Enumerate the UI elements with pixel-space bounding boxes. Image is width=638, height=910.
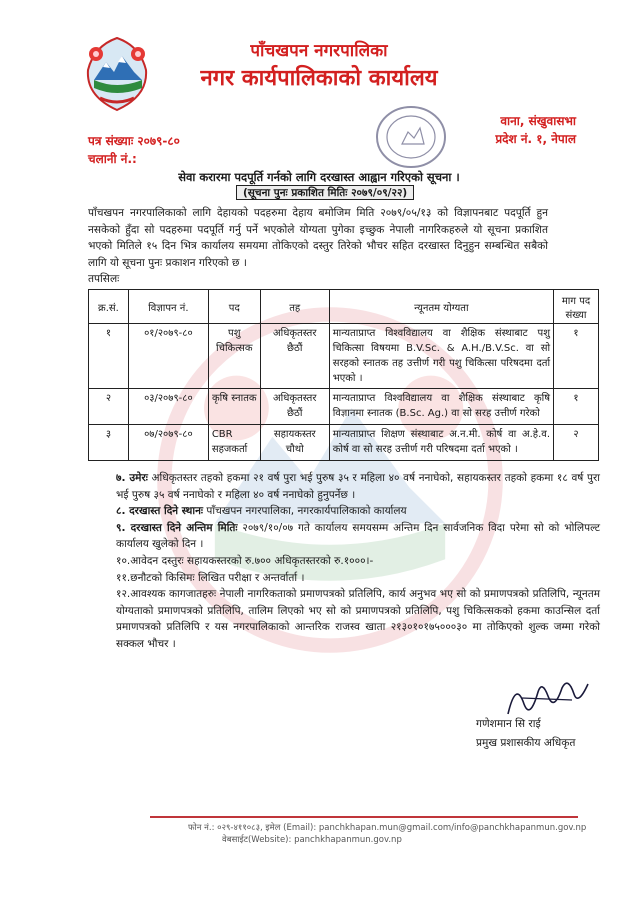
item-label: ९. दरखास्त दिने अन्तिम मितिः xyxy=(116,521,238,534)
cell-count: १ xyxy=(554,389,599,425)
address-line-1: वाना, संखुवासभा xyxy=(500,114,576,128)
table-row xyxy=(89,425,599,461)
cell-qualification: मान्यताप्राप्त विश्वविद्यालय वा शैक्षिक संस्थाबाट कृषि विज्ञानमा स्नातक (B.Sc. Ag.) वा सो सरह उत्तीर्ण गरेको xyxy=(329,389,553,425)
cell-level: अधिकृतस्तर छैठौं xyxy=(260,324,329,389)
cell-count: २ xyxy=(554,425,599,461)
item-text: अधिकृतस्तर तहको हकमा २१ वर्ष पुरा भई पुरुष ३५ र महिला ४० वर्ष ननाघेको, सहायकस्तर तहको हकमा १८ वर्ष पुरा भई पुरुष ३५ वर्ष ननाघेको र महिला ४० वर्ष ननाघेको हुनुपर्नेछ । xyxy=(116,472,600,501)
item-label: १२.आवश्यक कागजातहरुः xyxy=(116,588,217,601)
cell-ad-no: ०१/२०७९-८० xyxy=(128,324,208,389)
footer-divider xyxy=(150,816,578,818)
item-label: ११.छनौटको किसिमः xyxy=(116,571,195,584)
signatory-name: गणेशमान सि राई xyxy=(476,718,541,730)
footer-website: वेबसाईट(Website): panchkhapanmun.gov.np xyxy=(222,835,402,845)
cell-post: CBR सहजकर्ता xyxy=(208,425,260,461)
signature-icon xyxy=(502,674,592,722)
signatory-title: प्रमुख प्रशासकीय अधिकृत xyxy=(476,737,576,749)
item-label: १०.आवेदन दस्तुरः xyxy=(116,554,184,567)
letterhead xyxy=(0,0,638,166)
vacancy-table xyxy=(88,289,599,461)
item-text: लिखित परीक्षा र अन्तर्वार्ता । xyxy=(197,571,305,584)
list-item xyxy=(116,470,600,503)
cell-level: सहायकस्तर चौथो xyxy=(260,425,329,461)
cell-count: १ xyxy=(554,324,599,389)
cell-sn: २ xyxy=(89,389,129,425)
schedule-label: तपसिलः xyxy=(88,273,120,285)
org-name: पाँचखपन नगरपालिका xyxy=(250,41,388,61)
address-line-2: प्रदेश नं. १, नेपाल xyxy=(495,132,576,146)
cell-sn: १ xyxy=(89,324,129,389)
dispatch-number: चलानी नं.: xyxy=(88,152,137,166)
item-text: सहायकस्तरको रु.७०० अधिकृतस्तरको रु.१०००।- xyxy=(186,554,374,567)
item-text: पाँचखपन नगरपालिका, नगरकार्यपालिकाको कार्यालय xyxy=(206,505,407,518)
item-text: नेपाली नागरिकताको प्रमाणपत्रको प्रतिलिपि, कार्य अनुभव भए सो को प्रमाणपत्रको प्रतिलिपि, न्यूनतम योग्यताको प्रमाणपत्रको प्रतिलिपि, तालिम लिएको भए सो को प्रमाणपत्रको प्रतिलिपि, पशु चिकित्सकको हकमा काउन्सिल दर्ता प्रमाणपत्रको प्रतिलिपि र यस नगरपालिकाको आन्तरिक राजस्व खाता २१३०१०१७५०००३० मा तोकिएको शुल्क जम्मा गरेको सक्कल भौचर । xyxy=(116,588,600,650)
table-row xyxy=(89,324,599,389)
item-text: २०७९/१०/०७ गते कार्यालय समयसम्म अन्तिम दिन सार्वजनिक विदा परेमा सो को भोलिपल्ट कार्यालय खुलेको दिन । xyxy=(116,521,600,551)
cell-qualification: मान्यताप्राप्त शिक्षण संस्थाबाट अ.न.मी. कोर्ष वा अ.हे.व. कोर्ष वा सो सरह उत्तीर्ण गरी परिषदमा दर्ता भएको । xyxy=(329,425,553,461)
cell-level: अधिकृतस्तर छैठौं xyxy=(260,389,329,425)
notice-title: सेवा करारमा पदपूर्ति गर्नको लागि दरखास्त आह्वान गरिएको सूचना । xyxy=(178,170,460,184)
cell-post: पशु चिकित्सक xyxy=(208,324,260,389)
letter-number: पत्र संख्याः २०७९-८० xyxy=(88,134,180,148)
cell-ad-no: ०७/२०७९-८० xyxy=(128,425,208,461)
table-header-row xyxy=(89,290,599,324)
list-item xyxy=(116,553,600,570)
list-item xyxy=(116,503,600,520)
republished-date: (सूचना पुनः प्रकाशित मितिः २०७९/०९/२२) xyxy=(236,185,414,200)
cell-qualification: मान्यताप्राप्त विश्वविद्यालय वा शैक्षिक संस्थाबाट पशु चिकित्सा विषयमा B.V.Sc. & A.H./B.V.Sc. वा सो सरहको स्नातक तह उत्तीर्ण गरी पशु चिकित्सा परिषदमा दर्ता भएको । xyxy=(329,324,553,389)
footer-contact: फोन नं.: ०२९-४११०८३, इमेल (Email): panchkhapan.mun@gmail.com/info@panchkhapanmun.gov.np xyxy=(188,823,587,833)
col-header-post: पद xyxy=(208,290,260,324)
col-header-level: तह xyxy=(260,290,329,324)
list-item xyxy=(116,520,600,553)
item-label: ८. दरखास्त दिने स्थानः xyxy=(116,505,204,518)
col-header-sn: क्र.सं. xyxy=(89,290,129,324)
cell-sn: ३ xyxy=(89,425,129,461)
col-header-qualification: न्यूनतम योग्यता xyxy=(329,290,553,324)
notice-paragraph: पाँचखपन नगरपालिकाको लागि देहायको पदहरुमा देहाय बमोजिम मिति २०७९/०५/१३ को विज्ञापनबाट पदपूर्ति हुन नसकेको हुँदा सो पदहरुमा पदपूर्ति गर्नु पर्ने भएकोले योग्यता पुगेका इच्छुक नेपाली नागरिकहरुले यो सूचना प्रकाशित भएको मितिले १५ दिन भित्र कार्यालय समयमा तोकिएको दस्तुर तिरेको भौचर सहित दरखास्त दिनुहुन सम्बन्धित सबैको लागि यो सूचना पुनः प्रकाशन गरिएको छ । xyxy=(88,207,548,269)
col-header-ad-no: विज्ञापन नं. xyxy=(128,290,208,324)
list-item xyxy=(116,570,600,587)
cell-ad-no: ०३/२०७९-८० xyxy=(128,389,208,425)
table-row xyxy=(89,389,599,425)
office-stamp-icon xyxy=(374,104,448,170)
cell-post: कृषि स्नातक xyxy=(208,389,260,425)
col-header-count: माग पद संख्या xyxy=(554,290,599,324)
item-label: ७. उमेरः xyxy=(116,472,148,484)
list-item xyxy=(116,586,600,652)
office-name: नगर कार्यपालिकाको कार्यालय xyxy=(200,66,438,91)
terms-list xyxy=(116,470,600,653)
